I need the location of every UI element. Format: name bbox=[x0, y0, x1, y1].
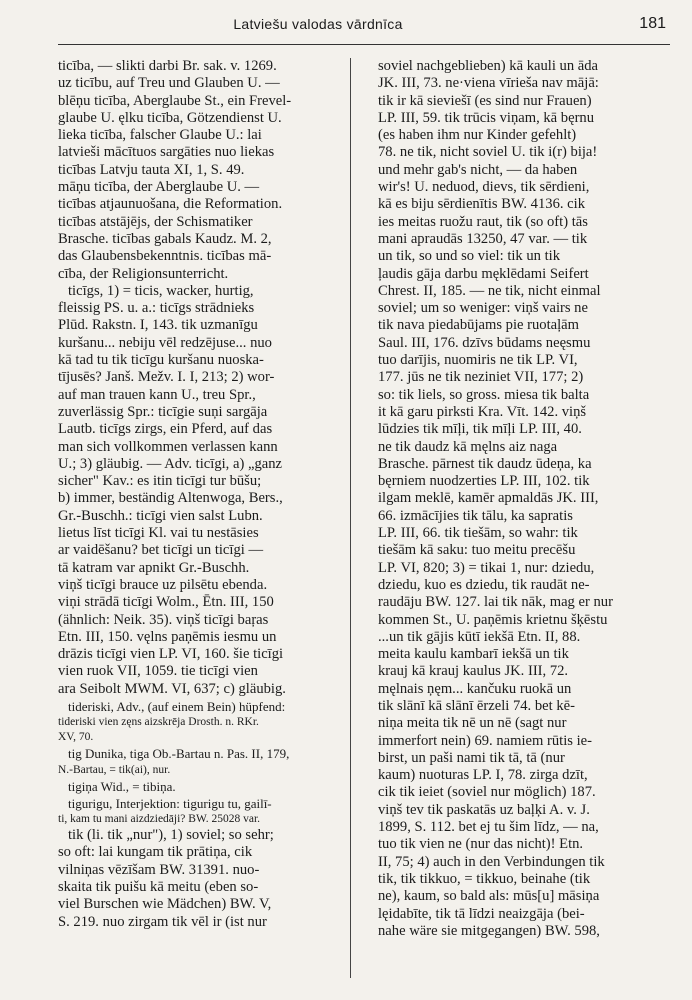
text-line: ies meitas ruožu raut, tik (so oft) tās bbox=[378, 213, 588, 230]
text-line: man sich vollkommen verlassen kann bbox=[58, 438, 278, 455]
text-line: tījusēs? Janš. Mežv. I. I, 213; 2) wor- bbox=[58, 369, 275, 386]
text-line: sicher" Kav.: es itin ticīgi tur būšu; bbox=[58, 473, 262, 490]
text-line: cība, der Religionsunterricht. bbox=[58, 265, 229, 282]
text-line: raudāju BW. 127. lai tik nāk, mag er nur bbox=[378, 594, 613, 611]
text-line: Lautb. ticīgs zirgs, ein Pferd, auf das bbox=[58, 421, 273, 438]
text-line: tuo darījis, nuomiris ne tik LP. VI, bbox=[378, 352, 578, 369]
text-line: und mehr gab's nicht, — da haben bbox=[378, 161, 578, 178]
text-line: ...un tik gājis kūtī iekšā Etn. II, 88. bbox=[378, 628, 581, 645]
text-line: uz ticību, auf Treu und Glauben U. — bbox=[58, 75, 280, 92]
text-line: kaum) nuoturas LP. I, 78. zirga dzīt, bbox=[378, 767, 588, 784]
text-line: viņi strādā ticīgi Wolm., Ētn. III, 150 bbox=[58, 594, 274, 611]
text-line: ticības atjaunuošana, die Reformation. bbox=[58, 196, 283, 213]
text-line: drāzis ticīgi vien LP. VI, 160. šie ticīgi bbox=[58, 646, 284, 663]
text-line: ticības atstājējs, der Schismatiker bbox=[58, 213, 253, 230]
text-line: soviel nachgeblieben) kā kauli un āda bbox=[378, 58, 599, 74]
text-line: nahe wäre sie mitgegangen) BW. 598, bbox=[378, 922, 600, 939]
page-header bbox=[58, 16, 678, 40]
text-line: it kā garu pirksti Kra. Vīt. 142. viņš bbox=[378, 403, 587, 420]
text-line: tik ir kā sieviešī (es sind nur Frauen) bbox=[378, 92, 592, 109]
text-line: birst, un paši nami tik tā, tā (nur bbox=[378, 749, 565, 766]
text-line: zuverlässig Spr.: ticīgie suņi sargāja bbox=[58, 403, 268, 420]
text-line: tik nava piedabūjams pie ruotaļām bbox=[378, 317, 580, 334]
text-line: niņa meita tik nē un nē (sagt nur bbox=[378, 715, 567, 732]
text-line: Brasche. ticības gabals Kaudz. M. 2, bbox=[58, 230, 272, 247]
text-line: bęrniem nuodzerties LP. III, 102. tik bbox=[378, 473, 590, 490]
text-line: ti, kam tu mani aizdziedāji? BW. 25028 var. bbox=[58, 813, 261, 826]
text-line: XV, 70. bbox=[58, 731, 94, 744]
text-line: cik tik ieiet (soviel nur möglich) 187. bbox=[378, 784, 596, 801]
text-line: (ähnlich: Neik. 35). viņš ticīgi baŗas bbox=[58, 611, 269, 628]
text-line: JK. III, 73. ne·viena vīrieša nav mājā: bbox=[378, 75, 599, 92]
text-line: lieka ticība, falscher Glaube U.: lai bbox=[58, 127, 262, 144]
text-line: dziedu, kuo es dziedu, tik raudāt ne- bbox=[378, 576, 590, 593]
left-column bbox=[58, 58, 350, 931]
text-line: tideriski, Adv., (auf einem Bein) hüpfend: bbox=[68, 698, 286, 714]
text-line: kā es biju sērdienītis BW. 4136. cik bbox=[378, 196, 585, 213]
text-line: U.; 3) gläubig. — Adv. ticīgi, a) „ganz bbox=[58, 455, 282, 472]
text-line: mani apraudās 13250, 47 var. — tik bbox=[378, 230, 588, 247]
running-title: Latviešu valodas vārdnīca bbox=[233, 16, 403, 32]
text-line: kuršanu... nebiju vēl redzējuse... nuo bbox=[58, 334, 272, 351]
text-line: ticīgs, 1) = ticis, wacker, hurtig, bbox=[68, 282, 254, 299]
text-line: vien ruok VII, 1059. tie ticīgi vien bbox=[58, 663, 258, 680]
text-line: viņš tev tik paskatās uz baļķi A. v. J. bbox=[378, 801, 590, 818]
text-line: 66. izmācījies tik tālu, ka sapratis bbox=[378, 507, 573, 524]
text-line: tik, tik tikkuo, = tikkuo, beinahe (tik bbox=[378, 870, 591, 887]
text-line: soviel; um so weniger: viņš vairs ne bbox=[378, 300, 588, 317]
text-line: tik slānī kā slānī ērzeli 74. bet kē- bbox=[378, 697, 575, 714]
text-line: męlnais ņęm... kančuku ruokā un bbox=[378, 680, 572, 697]
text-line: skaita tik puišu kā meitu (eben so- bbox=[58, 879, 259, 896]
text-line: auf man trauen kann U., treu Spr., bbox=[58, 386, 256, 403]
text-line: lūdzies tik mīļi, tik mīļi LP. III, 40. bbox=[378, 421, 582, 438]
text-line: latvieši mācītuos sargāties nuo liekas bbox=[58, 144, 275, 161]
text-line: ne tik daudz kā męlns aiz naga bbox=[378, 438, 558, 455]
text-line: Saul. III, 176. dzīvs būdams neęsmu bbox=[378, 334, 591, 351]
text-line: so oft: lai kungam tik prātiņa, cik bbox=[58, 844, 253, 861]
text-line: tig Dunika, tiga Ob.-Bartau n. Pas. II, 179, bbox=[68, 746, 290, 762]
text-line: ilgam meklē, kamēr apmaldās JK. III, bbox=[378, 490, 599, 507]
text-line: S. 219. nuo zirgam tik vēl ir (ist nur bbox=[58, 913, 267, 930]
text-line: Chrest. II, 185. — ne tik, nicht einmal bbox=[378, 282, 601, 299]
text-line: LP. III, 66. tik tiešām, so wahr: tik bbox=[378, 525, 578, 542]
text-line: krauj kā krauj kaulus JK. III, 72. bbox=[378, 663, 569, 680]
text-line: ara Seibolt MWM. VI, 637; c) gläubig. bbox=[58, 680, 286, 697]
text-line: ne), kaum, so bald als: mūs[u] māsiņa bbox=[378, 888, 600, 905]
text-line: 78. ne tik, nicht soviel U. tik i(r) bija! bbox=[378, 144, 598, 161]
text-line: ar vaidēšanu? bet ticīgi un ticīgi — bbox=[58, 542, 264, 559]
text-line: blēņu ticība, Aberglaube St., ein Frevel- bbox=[58, 92, 292, 109]
text-line: fleissig PS. u. a.: ticīgs strādnieks bbox=[58, 300, 255, 317]
text-line: LP. III, 59. tik trūcis viņam, kā bęrnu bbox=[378, 109, 595, 126]
text-line: Etn. III, 150. vęlns paņēmis iesmu un bbox=[58, 628, 277, 645]
text-line: ticība, — slikti darbi Br. sak. v. 1269. bbox=[58, 58, 277, 74]
text-line: māņu ticība, der Aberglaube U. — bbox=[58, 179, 260, 196]
text-line: tik (li. tik „nur"), 1) soviel; so sehr; bbox=[68, 827, 274, 844]
text-line: Brasche. pārnest tik daudz ūdeņa, ka bbox=[378, 455, 592, 472]
text-line: tideriski vien zęns aizskrēja Drosth. n. RKr. bbox=[58, 716, 259, 729]
text-line: II, 75; 4) auch in den Verbindungen tik bbox=[378, 853, 605, 870]
text-line: un tik, so und so viel: tik un tik bbox=[378, 248, 561, 265]
text-line: meita kaulu kambarī iekšā un tik bbox=[378, 646, 569, 663]
text-line: 1899, S. 112. bet ej tu šim līdz, — na, bbox=[378, 819, 599, 836]
text-line: (es haben ihm nur Kinder gefehlt) bbox=[378, 127, 577, 144]
text-line: Gr.-Buschh.: ticīgi vien salst Lubn. bbox=[58, 507, 263, 524]
text-line: b) immer, beständig Altenwoga, Bers., bbox=[58, 490, 283, 507]
text-line: so: tik liels, so gross. miesa tik balta bbox=[378, 386, 590, 403]
text-line: tiešām kā saku: tuo meitu precēšu bbox=[378, 542, 576, 559]
text-line: lęidabīte, tik tā līdzi neaizgāja (bei- bbox=[378, 905, 585, 922]
right-column bbox=[378, 58, 670, 940]
text-line: kā tad tu tik ticīgu kuršanu nuoska- bbox=[58, 352, 264, 369]
text-line: tā katram var apnikt Gr.-Buschh. bbox=[58, 559, 250, 576]
text-line: tuo tik vien ne (nur das nicht)! Etn. bbox=[378, 836, 584, 853]
text-line: viel Burschen wie Mädchen) BW. V, bbox=[58, 896, 272, 913]
text-line: lietus līst ticīgi Kl. vai tu nestāsies bbox=[58, 525, 259, 542]
header-rule bbox=[58, 44, 670, 45]
text-line: LP. VI, 820; 3) = tikai 1, nur: dziedu, bbox=[378, 559, 595, 576]
text-line: glaube U. ęlku ticība, Götzendienst U. bbox=[58, 109, 282, 126]
text-line: 177. jūs ne tik neziniet VII, 177; 2) bbox=[378, 369, 584, 386]
text-line: kommen St., U. paņēmis krietnu šķēstu bbox=[378, 611, 608, 628]
text-line: tigiņa Wid., = tibiņa. bbox=[68, 778, 176, 794]
text-line: Plūd. Rakstn. I, 143. tik uzmanīgu bbox=[58, 317, 258, 334]
text-line: viņš ticīgi brauce uz pilsētu ebenda. bbox=[58, 576, 268, 593]
text-line: tigurigu, Interjektion: tigurigu tu, gailī- bbox=[68, 795, 272, 811]
text-line: das Glaubensbekenntnis. ticības mā- bbox=[58, 248, 272, 265]
text-line: N.-Bartau, = tik(ai), nur. bbox=[58, 763, 171, 776]
page-number: 181 bbox=[639, 15, 666, 32]
text-line: ļaudis gāja darbu mękl̄ēdami Seifert bbox=[378, 265, 589, 282]
text-line: immerfort nein) 69. namiem rūtis ie- bbox=[378, 732, 592, 749]
text-line: ticības Latvju tauta XI, 1, S. 49. bbox=[58, 161, 245, 178]
column-divider bbox=[350, 58, 351, 978]
text-line: vilniņas vēzīšam BW. 31391. nuo- bbox=[58, 861, 260, 878]
text-line: wir's! U. neduod, dievs, tik sērdieni, bbox=[378, 179, 590, 196]
